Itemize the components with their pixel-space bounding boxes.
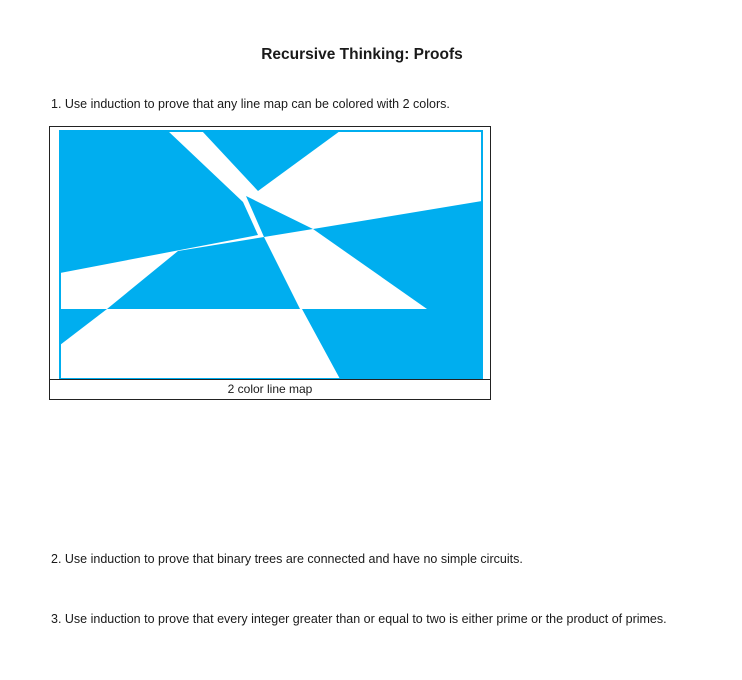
line-map-figure [49,126,491,379]
question-2: 2. Use induction to prove that binary trees are connected and have no simple circuits. [51,552,523,566]
line-map-diagram [50,127,490,379]
figure-caption: 2 color line map [49,379,491,400]
page-title: Recursive Thinking: Proofs [261,46,463,63]
question-3: 3. Use induction to prove that every integer greater than or equal to two is either prime or the product of primes. [51,612,667,626]
question-1: 1. Use induction to prove that any line map can be colored with 2 colors. [51,97,450,111]
